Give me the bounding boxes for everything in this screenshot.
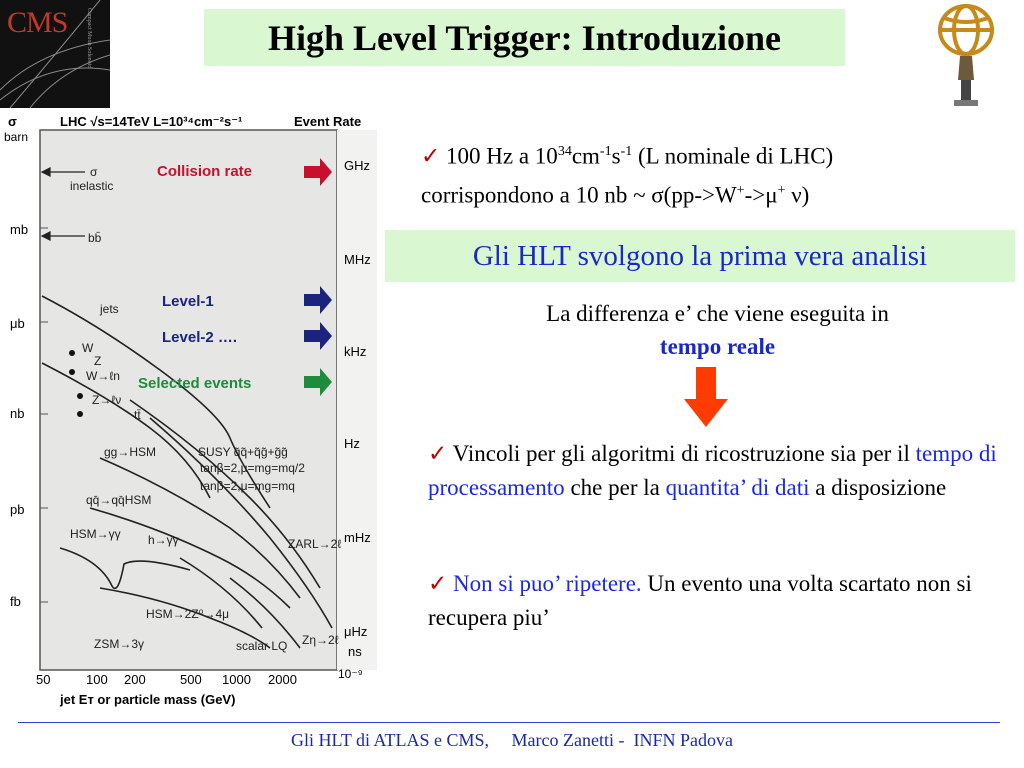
label-zlv: Z→ℓν bbox=[92, 393, 122, 407]
label-tan1: tanβ=2,μ=mg=mq/2 bbox=[200, 461, 305, 475]
x-tick-2000: 2000 bbox=[268, 672, 297, 687]
difference-text bbox=[440, 297, 995, 363]
cms-logo-subtext: Compact Muon Solenoid bbox=[86, 8, 92, 69]
x-tick-right: 10⁻⁹ bbox=[338, 667, 363, 681]
rate-label-hz: Hz bbox=[344, 436, 360, 451]
rate-label-khz: kHz bbox=[344, 344, 367, 359]
x-tick-50: 50 bbox=[36, 672, 51, 687]
label-jets: jets bbox=[100, 302, 119, 316]
bullet3-b: Non si puo’ ripetere. bbox=[453, 571, 642, 596]
label-hsmgg: HSM→γγ bbox=[70, 527, 121, 541]
bullet1-line2c: ν) bbox=[785, 182, 810, 208]
label-zarl: ZARL→2ℓ bbox=[288, 537, 342, 551]
y-label-mb: mb bbox=[10, 222, 29, 237]
bullet1-line2a: corrispondono a 10 nb ~ σ(pp->W bbox=[421, 182, 737, 208]
page-title: High Level Trigger: Introduzione bbox=[268, 17, 781, 58]
label-susy: SUSY q̃q̃+q̃g̃+g̃g̃ bbox=[198, 445, 288, 459]
label-tan2: tanβ=2,μ=mg=mq bbox=[200, 479, 295, 493]
bullet2-d: quantita’ di dati bbox=[665, 475, 810, 500]
collision-rate-label: Collision rate bbox=[157, 163, 253, 180]
label-inelastic: inelastic bbox=[70, 179, 114, 193]
plot-sigma-header: σ bbox=[8, 114, 17, 129]
bullet1-line1: 100 Hz a 10 bbox=[440, 143, 558, 169]
bullet3-c: Un evento una volta scartato non si recupera piu’ bbox=[428, 571, 972, 630]
check-icon: ✓ bbox=[428, 441, 448, 466]
bullet2-c: che per la bbox=[564, 475, 666, 500]
label-zsm: ZSM→3γ bbox=[94, 637, 145, 651]
plot-barn-header: barn bbox=[4, 130, 29, 144]
down-arrow-icon bbox=[684, 367, 728, 427]
hlt-highlight-text: Gli HLT svolgono la prima vera analisi bbox=[472, 239, 928, 272]
label-hsm2z: HSM→2Z⁰→4μ bbox=[146, 607, 230, 621]
difference-line2: tempo reale bbox=[659, 334, 776, 359]
x-tick-100: 100 bbox=[86, 672, 108, 687]
bullet-rate bbox=[421, 135, 1001, 212]
footer-divider bbox=[18, 722, 1000, 723]
bullet1-cm: cm bbox=[571, 143, 600, 169]
label-scalarlq: scalar LQ bbox=[236, 639, 288, 653]
y-label-fb: fb bbox=[10, 594, 21, 609]
label-wln: W→ℓn bbox=[86, 369, 120, 383]
footer-text: Gli HLT di ATLAS e CMS, Marco Zanetti - INFN Padova bbox=[291, 730, 733, 750]
cross-section-plot bbox=[0, 108, 380, 710]
label-bb: bb̄ bbox=[88, 231, 102, 245]
hlt-highlight-box bbox=[385, 230, 1015, 282]
level2-label: Level-2 …. bbox=[162, 329, 238, 346]
label-zeta: Zη→2ℓ bbox=[302, 633, 339, 647]
label-qqhsm: qq̄→qq̄HSM bbox=[86, 493, 152, 507]
rate-label-ns: ns bbox=[348, 644, 362, 659]
title-box bbox=[204, 9, 845, 66]
check-icon: ✓ bbox=[428, 571, 448, 596]
bullet1-sup-plus2: + bbox=[777, 182, 786, 198]
rate-label-mhz: MHz bbox=[344, 252, 371, 267]
check-icon: ✓ bbox=[421, 143, 441, 169]
x-tick-500: 500 bbox=[180, 672, 202, 687]
rate-label-mhz-milli: mHz bbox=[344, 530, 371, 545]
cms-logo-text: CMS bbox=[7, 6, 68, 39]
bullet-no-repeat bbox=[428, 567, 1003, 635]
x-tick-1000: 1000 bbox=[222, 672, 251, 687]
plot-header: LHC √s=14TeV L=10³⁴cm⁻²s⁻¹ bbox=[60, 114, 243, 129]
difference-line1: La differenza e’ che viene eseguita in bbox=[546, 301, 889, 326]
y-label-pb: pb bbox=[10, 502, 25, 517]
rate-label-uhz: μHz bbox=[344, 624, 368, 639]
bullet2-e: a disposizione bbox=[809, 475, 947, 500]
bullet2-b: tempo di processamento bbox=[428, 441, 997, 500]
label-z: Z bbox=[94, 354, 102, 368]
bullet1-exp-a: -1 bbox=[599, 144, 612, 159]
y-label-ub: μb bbox=[10, 316, 25, 331]
bullet1-exp-b: -1 bbox=[620, 144, 633, 159]
label-hgg: h→γγ bbox=[148, 533, 179, 547]
bullet2-a: Vincoli per gli algoritmi di ricostruzione sia per il bbox=[447, 441, 916, 466]
bullet1-sup-plus1: + bbox=[736, 182, 745, 198]
bullet-constraints bbox=[428, 437, 1003, 505]
label-sigma: σ bbox=[90, 165, 98, 179]
selected-events-label: Selected events bbox=[138, 375, 252, 392]
plot-event-rate-header: Event Rate bbox=[294, 114, 362, 129]
label-gghsm: gg→HSM bbox=[104, 445, 157, 459]
rate-label-ghz: GHz bbox=[344, 158, 370, 173]
y-label-nb: nb bbox=[10, 406, 25, 421]
label-tt: tt̄ bbox=[134, 408, 141, 422]
level1-label: Level-1 bbox=[162, 293, 214, 310]
bullet1-s: s bbox=[611, 143, 621, 169]
bullet1-rest: (L nominale di LHC) bbox=[632, 143, 834, 169]
cms-logo bbox=[0, 0, 110, 108]
bullet1-line2b: ->μ bbox=[744, 182, 778, 208]
x-tick-200: 200 bbox=[124, 672, 146, 687]
label-w: W bbox=[82, 341, 94, 355]
x-axis-label: jet Eᴛ or particle mass (GeV) bbox=[60, 692, 236, 707]
atlas-logo bbox=[928, 0, 1002, 108]
bullet1-exp34: 34 bbox=[557, 144, 572, 159]
